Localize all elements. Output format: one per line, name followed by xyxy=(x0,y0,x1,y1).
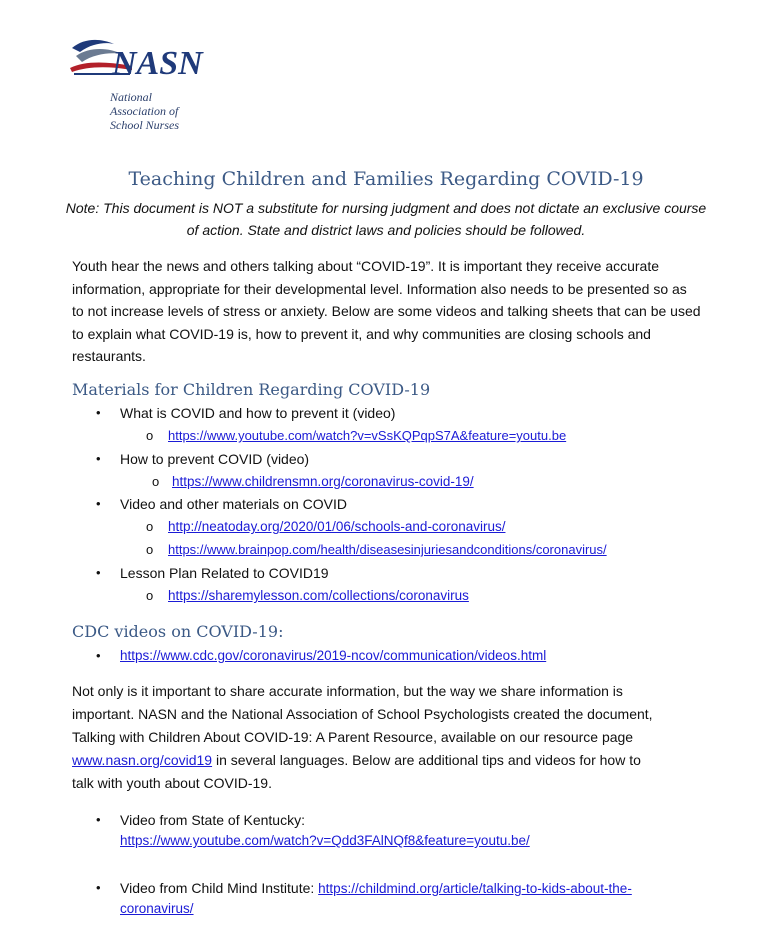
logo-subtitle-line: School Nurses xyxy=(110,118,179,132)
logo-subtitle-line: National xyxy=(110,90,153,104)
child-mind-link[interactable]: https://childmind.org/article/talking-to-kids-about-the- xyxy=(318,881,632,896)
kentucky-video-link[interactable]: https://www.youtube.com/watch?v=Qdd3FAlNQf8&feature=youtu.be/ xyxy=(120,833,530,848)
second-paragraph-line: Not only is it important to share accurate information, but the way we share information is xyxy=(72,683,623,699)
material-item-label: How to prevent COVID (video) xyxy=(120,451,310,467)
material-link[interactable]: https://www.youtube.com/watch?v=vSsKQPqpS7A&feature=youtu.be xyxy=(168,428,567,443)
bullet-glyph: • xyxy=(96,451,101,466)
material-item-label: What is COVID and how to prevent it (video) xyxy=(120,405,396,421)
materials-heading: Materials for Children Regarding COVID-19 xyxy=(72,380,431,399)
bullet-glyph: • xyxy=(96,565,101,580)
second-paragraph-line: Talking with Children About COVID-19: A Parent Resource, available on our resource page xyxy=(72,729,634,745)
second-paragraph-text: in several languages. Below are additional tips and videos for how to xyxy=(212,752,641,768)
sub-bullet-glyph: o xyxy=(146,519,154,534)
intro-paragraph: Youth hear the news and others talking about “COVID-19”. It is important they receive accurate information, appropriate for their developmental level. Information also needs to be presented so as to not increase levels of stress or anxiety. Below are some videos and talking sheets that can be used to explain what COVID-19 is, how to prevent it, and why communities are closing schools and restaurants. xyxy=(72,258,701,364)
logo-subtitle-line: Association of xyxy=(110,104,179,118)
material-link[interactable]: http://neatoday.org/2020/01/06/schools-and-coronavirus/ xyxy=(168,519,506,534)
logo-subtitle xyxy=(110,90,179,132)
bullet-glyph: • xyxy=(96,812,101,827)
sub-bullet-glyph: o xyxy=(146,588,154,603)
sub-bullet-glyph: o xyxy=(146,428,154,443)
logo-acronym: NASN xyxy=(112,45,203,82)
material-item-label: Video and other materials on COVID xyxy=(120,496,347,512)
nasn-logo-mark xyxy=(70,34,220,94)
nasn-logo xyxy=(70,34,220,134)
disclaimer-note: Note: This document is NOT a substitute for nursing judgment and does not dictate an exclusive course of action. State and district laws and policies should be followed. xyxy=(65,200,707,238)
second-paragraph-line: talk with youth about COVID-19. xyxy=(72,775,272,791)
sub-bullet-glyph: o xyxy=(146,542,154,557)
child-mind-link-continued[interactable]: coronavirus/ xyxy=(120,901,194,916)
tip-label: Video from State of Kentucky: xyxy=(120,812,305,828)
material-link[interactable]: https://www.childrensmn.org/coronavirus-covid-19/ xyxy=(172,474,474,489)
tip-label: Video from Child Mind Institute: xyxy=(120,880,319,896)
material-item-label: Lesson Plan Related to COVID19 xyxy=(120,565,329,581)
tip-item xyxy=(120,878,632,899)
nasn-covid-link[interactable]: www.nasn.org/covid19 xyxy=(72,752,213,768)
bullet-glyph: • xyxy=(96,880,101,895)
cdc-heading: CDC videos on COVID-19: xyxy=(72,622,284,641)
cdc-videos-link[interactable]: https://www.cdc.gov/coronavirus/2019-ncov/communication/videos.html xyxy=(120,648,547,663)
second-paragraph-line: important. NASN and the National Association of School Psychologists created the document, xyxy=(72,706,653,722)
material-link[interactable]: https://sharemylesson.com/collections/coronavirus xyxy=(168,588,469,603)
bullet-glyph: • xyxy=(96,496,101,511)
bullet-glyph: • xyxy=(96,648,101,663)
bullet-glyph: • xyxy=(96,405,101,420)
second-paragraph-line xyxy=(72,750,641,770)
document-title: Teaching Children and Families Regarding COVID-19 xyxy=(128,168,644,190)
material-link[interactable]: https://www.brainpop.com/health/diseasesinjuriesandconditions/coronavirus/ xyxy=(168,542,607,557)
sub-bullet-glyph: o xyxy=(152,474,160,489)
